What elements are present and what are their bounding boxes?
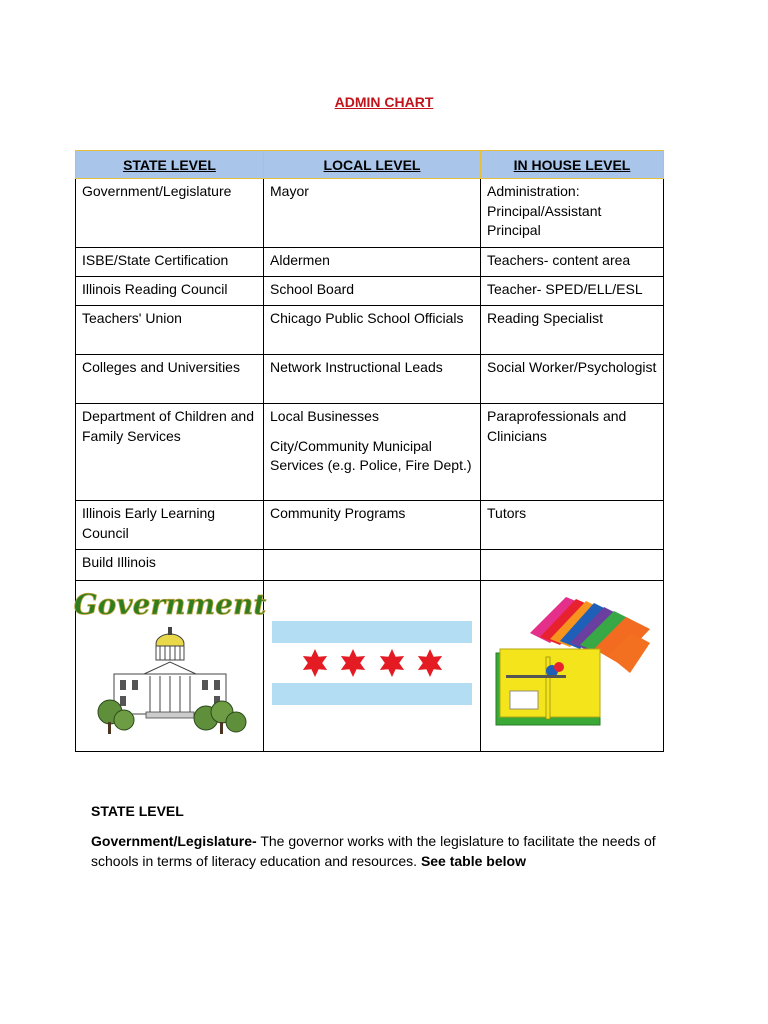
government-word: Government [73,588,266,622]
folders-image-cell [481,581,664,752]
cell-local: Chicago Public School Officials [264,306,481,355]
cell-inhouse [481,550,664,581]
section-heading: STATE LEVEL [91,803,184,819]
chicago-flag-image [272,615,472,711]
government-image-cell [73,581,266,752]
folders-image [490,593,655,733]
table-row [76,404,664,501]
cell-local: Aldermen [264,248,481,277]
cell-inhouse: Teacher- SPED/ELL/ESL [481,277,664,306]
cell-local [264,550,481,581]
header-inhouse: IN HOUSE LEVEL [481,151,664,179]
cell-local-line-2: City/Community Municipal Services (e.g. Police, Fire Dept.) [270,437,472,473]
cell-local-line-1: Local Businesses [270,408,379,424]
paragraph-lead: Government/Legislature- [91,833,257,849]
cell-inhouse: Administration: Principal/Assistant Principal [481,179,664,248]
see-table-below: See table below [420,853,526,869]
admin-table [75,150,664,752]
cell-local: Mayor [264,179,481,248]
header-local: LOCAL LEVEL [264,151,481,179]
chart-title: ADMIN CHART [334,94,434,110]
cell-local: Community Programs [264,501,481,550]
cell-inhouse: Social Worker/Psychologist [481,355,664,404]
header-state: STATE LEVEL [76,151,264,179]
cell-state: Teachers' Union [76,306,264,355]
table-row [76,248,664,277]
cell-local: Network Instructional Leads [264,355,481,404]
cell-local: School Board [264,277,481,306]
table-row [76,501,664,550]
cell-inhouse: Tutors [481,501,664,550]
image-row [76,581,664,752]
cell-state: Illinois Early Learning Council [76,501,264,550]
table-row [76,550,664,581]
table-row [76,179,664,248]
header-row [76,151,664,179]
paragraph-text: The governor works with the legislature to facilitate the needs of schools in terms of literacy education and resources. [91,833,656,869]
cell-state: Government/Legislature [76,179,264,248]
section-paragraph [91,831,671,871]
cell-state: Illinois Reading Council [76,277,264,306]
table-row [76,306,664,355]
cell-local [264,404,481,501]
cell-state: Colleges and Universities [76,355,264,404]
cell-inhouse: Teachers- content area [481,248,664,277]
cell-state: Build Illinois [76,550,264,581]
cell-state: ISBE/State Certification [76,248,264,277]
table-row [76,277,664,306]
cell-state: Department of Children and Family Services [76,404,264,501]
cell-inhouse: Paraprofessionals and Clinicians [481,404,664,501]
cell-inhouse: Reading Specialist [481,306,664,355]
table-row [76,355,664,404]
government-capitol-image [73,584,266,742]
chicago-flag-image-cell [264,581,481,752]
